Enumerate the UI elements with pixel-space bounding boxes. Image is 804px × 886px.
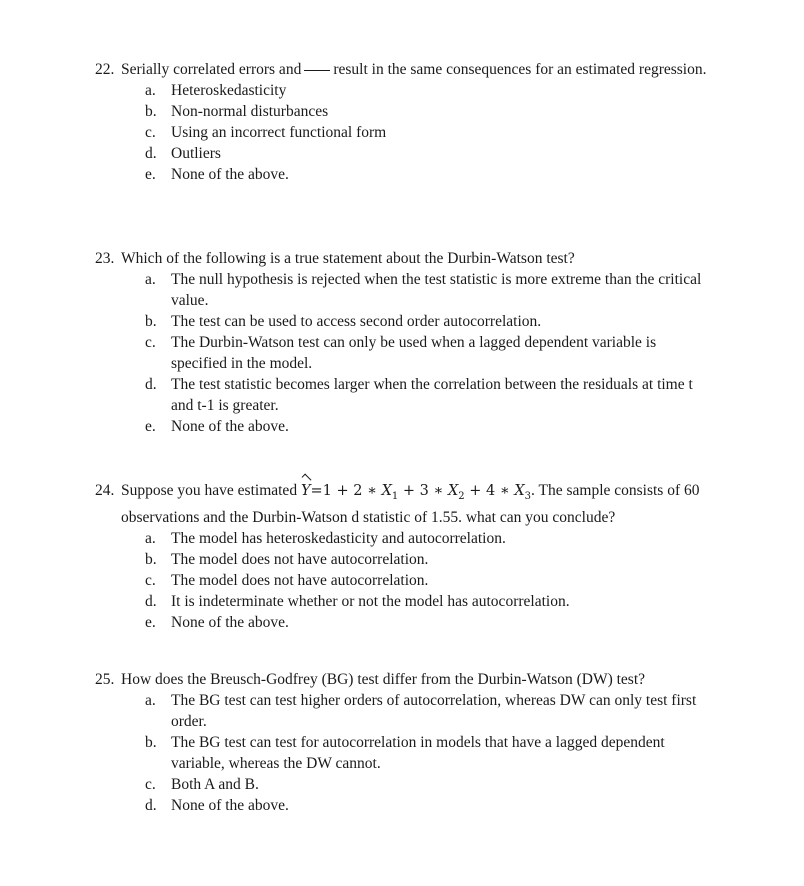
option-text: It is indeterminate whether or not the model has autocorrelation.	[171, 592, 570, 610]
option-text: Using an incorrect functional form	[171, 124, 387, 141]
option-a	[145, 269, 735, 311]
option-c	[145, 570, 735, 591]
x3-subscript: 3	[524, 490, 532, 502]
option-letter: c.	[145, 571, 156, 589]
equation-term-3: + 4 ∗	[464, 483, 515, 499]
question-24	[95, 480, 735, 633]
option-text: Heteroskedasticity	[171, 82, 287, 99]
option-text: The test can be used to access second order autocorrelation.	[171, 313, 542, 330]
option-letter: e.	[145, 166, 156, 183]
question-number: 25.	[95, 671, 115, 688]
question-stem	[95, 59, 735, 80]
equation-term-2: + 3 ∗	[398, 483, 448, 499]
option-d	[145, 591, 735, 612]
option-c	[145, 332, 735, 374]
option-letter: a.	[145, 82, 156, 99]
option-text: The model does not have autocorrelation.	[171, 571, 429, 589]
option-c	[145, 774, 735, 795]
option-text: Both A and B.	[171, 776, 259, 793]
option-text: None of the above.	[171, 613, 289, 631]
question-22	[95, 59, 735, 185]
option-letter: e.	[145, 613, 156, 631]
question-stem	[95, 669, 735, 690]
question-text	[121, 59, 735, 80]
x2-subscript: 2	[458, 490, 465, 502]
option-b	[145, 311, 735, 332]
option-text: The BG test can test for autocorrelation in models that have a lagged dependent variable, whereas the DW cannot.	[171, 734, 665, 772]
question-stem	[95, 248, 735, 269]
stem-before: Serially correlated errors and	[121, 61, 302, 78]
option-e	[145, 164, 735, 185]
question-number: 23.	[95, 250, 115, 267]
stem-before: Suppose you have estimated	[121, 482, 298, 499]
question-text	[121, 480, 735, 528]
option-letter: e.	[145, 418, 156, 435]
option-text: The BG test can test higher orders of autocorrelation, whereas DW can only test first order.	[171, 692, 697, 730]
question-23	[95, 248, 735, 437]
option-letter: d.	[145, 592, 157, 610]
option-d	[145, 374, 735, 416]
question-number: 24.	[95, 482, 115, 499]
options-list	[95, 690, 735, 816]
question-25	[95, 669, 735, 816]
option-d	[145, 795, 735, 816]
question-stem	[95, 480, 735, 528]
option-a	[145, 528, 735, 549]
option-letter: d.	[145, 376, 157, 393]
option-b	[145, 549, 735, 570]
option-text: Non-normal disturbances	[171, 103, 329, 120]
option-text: Outliers	[171, 145, 221, 162]
stem-after: . The sample consists of 60 observations and the Durbin-Watson d statistic of 1.55. what can you conclude?	[121, 482, 700, 526]
option-text: None of the above.	[171, 166, 289, 183]
fill-in-blank	[304, 70, 330, 71]
option-c	[145, 122, 735, 143]
x1-variable: X	[381, 483, 392, 499]
option-letter: a.	[145, 692, 156, 709]
option-letter: d.	[145, 145, 157, 162]
option-text: The Durbin-Watson test can only be used when a lagged dependent variable is specified in the model.	[171, 334, 657, 372]
option-letter: b.	[145, 734, 157, 751]
option-e	[145, 416, 735, 437]
option-text: The test statistic becomes larger when the correlation between the residuals at time t and t-1 is greater.	[171, 376, 693, 414]
options-list	[95, 528, 735, 633]
option-b	[145, 101, 735, 122]
stem-after: result in the same consequences for an estimated regression.	[333, 61, 707, 78]
x1-subscript: 1	[391, 490, 399, 502]
option-letter: a.	[145, 529, 156, 547]
question-text: How does the Breusch-Godfrey (BG) test differ from the Durbin-Watson (DW) test?	[121, 671, 646, 688]
options-list	[95, 80, 735, 185]
option-letter: c.	[145, 776, 156, 793]
option-text: The model has heteroskedasticity and autocorrelation.	[171, 529, 506, 547]
option-letter: b.	[145, 313, 157, 330]
option-a	[145, 690, 735, 732]
option-text: None of the above.	[171, 418, 289, 435]
x3-variable: X	[514, 483, 525, 499]
option-letter: c.	[145, 124, 156, 141]
options-list	[95, 269, 735, 437]
option-a	[145, 80, 735, 101]
equation-constant: =1 + 2 ∗	[310, 483, 382, 499]
option-letter: c.	[145, 334, 156, 351]
option-text: None of the above.	[171, 797, 289, 814]
option-letter: b.	[145, 103, 157, 120]
option-text: The null hypothesis is rejected when the test statistic is more extreme than the critical value.	[171, 271, 702, 309]
option-e	[145, 612, 735, 633]
option-b	[145, 732, 735, 774]
option-letter: b.	[145, 550, 157, 568]
regression-equation	[300, 483, 532, 502]
question-text: Which of the following is a true statement about the Durbin-Watson test?	[121, 250, 575, 267]
option-d	[145, 143, 735, 164]
question-number: 22.	[95, 61, 115, 78]
option-text: The model does not have autocorrelation.	[171, 550, 429, 568]
y-hat: Y	[301, 481, 311, 502]
option-letter: a.	[145, 271, 156, 288]
option-letter: d.	[145, 797, 157, 814]
x2-variable: X	[447, 483, 459, 499]
